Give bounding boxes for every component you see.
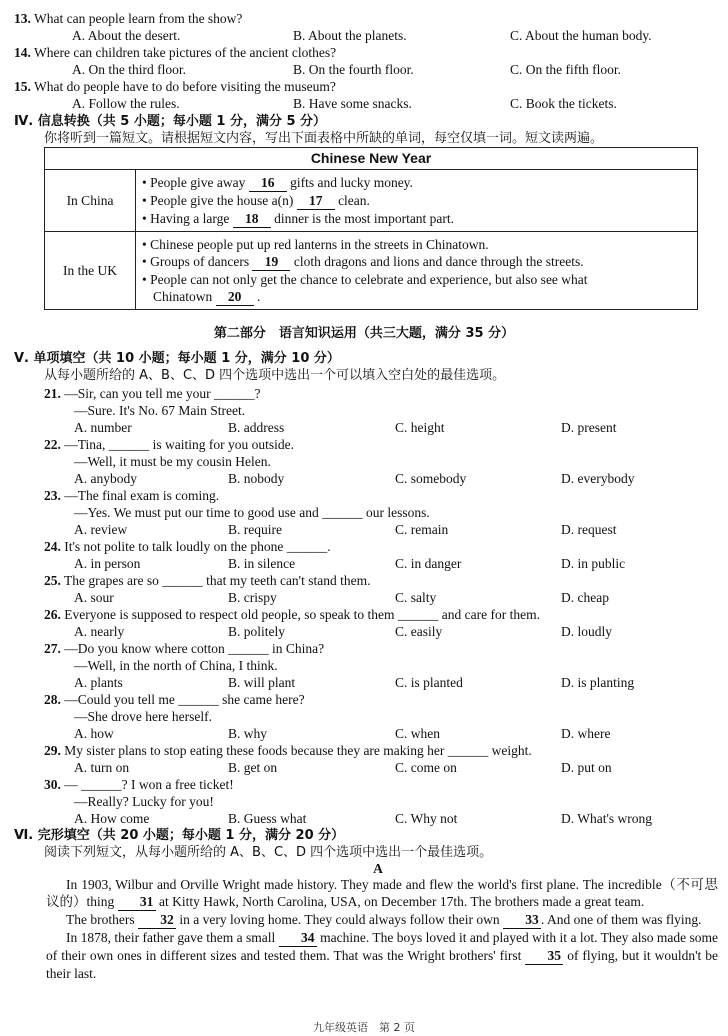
answer-blank-31[interactable]: 31 <box>118 893 156 911</box>
answer-blank-16[interactable]: 16 <box>249 174 287 192</box>
question-28: 28. —Could you tell me ______ she came here? <box>44 692 305 707</box>
option-b[interactable]: B. get on <box>228 760 278 775</box>
bullet-line: • Having a large 18 dinner is the most important part. <box>142 210 455 226</box>
question-21-reply: —Sure. It's No. 67 Main Street. <box>74 403 246 418</box>
answer-blank-34[interactable]: 34 <box>279 929 317 947</box>
question-stem: —Tina, ______ is waiting for you outside. <box>64 437 295 452</box>
answer-blank-18[interactable]: 18 <box>233 210 271 228</box>
option-a[interactable]: A. Follow the rules. <box>72 96 180 111</box>
option-d[interactable]: D. loudly <box>561 624 613 639</box>
question-26: 26. Everyone is supposed to respect old people, so speak to them ______ and care for them. <box>44 607 540 622</box>
option-b[interactable]: B. Have some snacks. <box>293 96 412 111</box>
option-c[interactable]: C. Why not <box>395 811 458 826</box>
option-a[interactable]: A. sour <box>74 590 114 605</box>
option-d[interactable]: D. What's wrong <box>561 811 653 826</box>
bullet-line: • Chinese people put up red lanterns in the streets in Chinatown. <box>142 236 489 252</box>
answer-blank-32[interactable]: 32 <box>138 911 176 929</box>
option-b[interactable]: B. will plant <box>228 675 296 690</box>
question-22: 22. —Tina, ______ is waiting for you outside. <box>44 437 295 452</box>
option-d[interactable]: D. is planting <box>561 675 635 690</box>
question-stem: —Do you know where cotton ______ in China? <box>64 641 325 656</box>
option-b[interactable]: B. in silence <box>228 556 296 571</box>
table-title: Chinese New Year <box>45 148 698 170</box>
section-4-heading: Ⅳ. 信息转换（共 5 小题；每小题 1 分，满分 5 分） <box>14 114 327 129</box>
section-6-heading: Ⅵ. 完形填空（共 20 小题；每小题 1 分，满分 20 分） <box>14 828 345 843</box>
option-a[interactable]: A. anybody <box>74 471 137 486</box>
option-a[interactable]: A. nearly <box>74 624 125 639</box>
question-15 <box>14 78 336 95</box>
option-b[interactable]: B. politely <box>228 624 285 639</box>
uk-bullets <box>136 232 698 310</box>
option-a[interactable]: A. how <box>74 726 114 741</box>
option-c[interactable]: C. salty <box>395 590 437 605</box>
question-27: 27. —Do you know where cotton ______ in China? <box>44 641 325 656</box>
option-d[interactable]: D. request <box>561 522 617 537</box>
question-number: 14. <box>14 45 31 60</box>
option-c[interactable]: C. remain <box>395 522 449 537</box>
option-a[interactable]: A. review <box>74 522 128 537</box>
option-b[interactable]: B. About the planets. <box>293 28 407 43</box>
option-c[interactable]: C. height <box>395 420 445 435</box>
bullet-line: • Groups of dancers 19 cloth dragons and lions and dance through the streets. <box>142 253 584 269</box>
answer-blank-20[interactable]: 20 <box>216 288 254 306</box>
question-29: 29. My sister plans to stop eating these foods because they are making her ______ weight. <box>44 743 532 758</box>
question-27-reply: —Well, in the north of China, I think. <box>74 658 278 673</box>
bullet-line: Chinatown 20 . <box>153 288 261 304</box>
option-c[interactable]: C. On the fifth floor. <box>510 62 621 77</box>
passage-label: A <box>373 861 383 876</box>
row-label-china: In China <box>45 170 136 232</box>
answer-blank-33[interactable]: 33 <box>503 911 541 929</box>
cloze-passage <box>46 876 718 982</box>
section-6-instruction: 阅读下列短文，从每小题所给的 A、B、C、D 四个选项中选出一个最佳选项。 <box>44 845 493 860</box>
question-25: 25. The grapes are so ______ that my teeth can't stand them. <box>44 573 371 588</box>
option-a[interactable]: A. On the third floor. <box>72 62 186 77</box>
option-a[interactable]: A. number <box>74 420 132 435</box>
question-21: 21. —Sir, can you tell me your ______? <box>44 386 261 401</box>
option-d[interactable]: D. where <box>561 726 611 741</box>
option-b[interactable]: B. On the fourth floor. <box>293 62 414 77</box>
question-stem: What do people have to do before visiting the museum? <box>34 79 336 94</box>
option-c[interactable]: C. in danger <box>395 556 462 571</box>
page-footer: 九年级英语 第 2 页 <box>313 1021 415 1034</box>
option-a[interactable]: A. plants <box>74 675 123 690</box>
chinese-new-year-table <box>44 147 698 310</box>
question-stem: Everyone is supposed to respect old people, so speak to them ______ and care for them. <box>64 607 540 622</box>
question-14 <box>14 44 336 61</box>
question-number: 13. <box>14 11 31 26</box>
answer-blank-35[interactable]: 35 <box>525 947 563 965</box>
option-b[interactable]: B. crispy <box>228 590 277 605</box>
option-c[interactable]: C. easily <box>395 624 443 639</box>
question-13 <box>14 10 242 27</box>
answer-blank-19[interactable]: 19 <box>252 253 290 271</box>
question-stem: What can people learn from the show? <box>34 11 243 26</box>
option-a[interactable]: A. How come <box>74 811 150 826</box>
passage-paragraph-3: In 1878, their father gave them a small 34 machine. The boys loved it and played with it a lot. They also made some of their own ones in different sizes and tested them. That was the Wright brothers' first 35 of flying, but it wouldn't be their last. <box>46 930 718 981</box>
bullet-line: • People give the house a(n) 17 clean. <box>142 192 370 208</box>
question-22-reply: —Well, it must be my cousin Helen. <box>74 454 271 469</box>
bullet-line: • People give away 16 gifts and lucky money. <box>142 174 413 190</box>
bullet-line: • People can not only get the chance to celebrate and experience, but also see what <box>142 271 588 287</box>
option-a[interactable]: A. turn on <box>74 760 130 775</box>
option-c[interactable]: C. when <box>395 726 440 741</box>
option-d[interactable]: D. cheap <box>561 590 609 605</box>
option-d[interactable]: D. put on <box>561 760 612 775</box>
answer-blank-17[interactable]: 17 <box>297 192 335 210</box>
question-stem: It's not polite to talk loudly on the phone ______. <box>64 539 331 554</box>
option-c[interactable]: C. somebody <box>395 471 467 486</box>
option-a[interactable]: A. About the desert. <box>72 28 181 43</box>
passage-paragraph-1: In 1903, Wilbur and Orville Wright made history. They made and flew the world's first plane. The incredible（不可思议的）thing 31 at Kitty Hawk, North Carolina, USA, on December 17th. The brothers made a great team. <box>46 877 718 909</box>
section-5-instruction: 从每小题所给的 A、B、C、D 四个选项中选出一个可以填入空白处的最佳选项。 <box>44 368 506 383</box>
passage-paragraph-2: The brothers 32 in a very loving home. They could always follow their own 33 . And one of them was flying. <box>66 912 702 927</box>
option-d[interactable]: D. everybody <box>561 471 635 486</box>
question-24: 24. It's not polite to talk loudly on the phone ______. <box>44 539 331 554</box>
option-b[interactable]: B. address <box>228 420 285 435</box>
question-30: 30. — ______? I won a free ticket! <box>44 777 234 792</box>
option-c[interactable]: C. Book the tickets. <box>510 96 617 111</box>
question-stem: — ______? I won a free ticket! <box>64 777 234 792</box>
china-bullets <box>136 170 698 232</box>
option-b[interactable]: B. why <box>228 726 268 741</box>
part-2-heading: 第二部分 语言知识运用（共三大题，满分 35 分） <box>213 326 515 341</box>
section-4-instruction: 你将听到一篇短文。请根据短文内容，写出下面表格中所缺的单词，每空仅填一词。短文读两遍。 <box>44 131 604 146</box>
question-stem: My sister plans to stop eating these foods because they are making her ______ weight. <box>64 743 532 758</box>
option-c[interactable]: C. About the human body. <box>510 28 652 43</box>
option-b[interactable]: B. Guess what <box>228 811 307 826</box>
question-28-reply: —She drove here herself. <box>74 709 212 724</box>
option-c[interactable]: C. is planted <box>395 675 463 690</box>
question-stem: —Could you tell me ______ she came here? <box>64 692 305 707</box>
option-a[interactable]: A. in person <box>74 556 141 571</box>
question-stem: —Sir, can you tell me your ______? <box>64 386 261 401</box>
question-stem: The grapes are so ______ that my teeth can't stand them. <box>64 573 371 588</box>
question-23-reply: —Yes. We must put our time to good use and ______ our lessons. <box>74 505 430 520</box>
option-b[interactable]: B. nobody <box>228 471 285 486</box>
option-c[interactable]: C. come on <box>395 760 457 775</box>
question-number: 15. <box>14 79 31 94</box>
question-23: 23. —The final exam is coming. <box>44 488 220 503</box>
option-d[interactable]: D. present <box>561 420 617 435</box>
option-d[interactable]: D. in public <box>561 556 626 571</box>
option-b[interactable]: B. require <box>228 522 282 537</box>
question-30-reply: —Really? Lucky for you! <box>74 794 214 809</box>
question-stem: —The final exam is coming. <box>64 488 220 503</box>
row-label-uk: In the UK <box>45 232 136 310</box>
question-stem: Where can children take pictures of the ancient clothes? <box>34 45 337 60</box>
section-5-heading: Ⅴ. 单项填空（共 10 小题；每小题 1 分，满分 10 分） <box>14 351 340 366</box>
